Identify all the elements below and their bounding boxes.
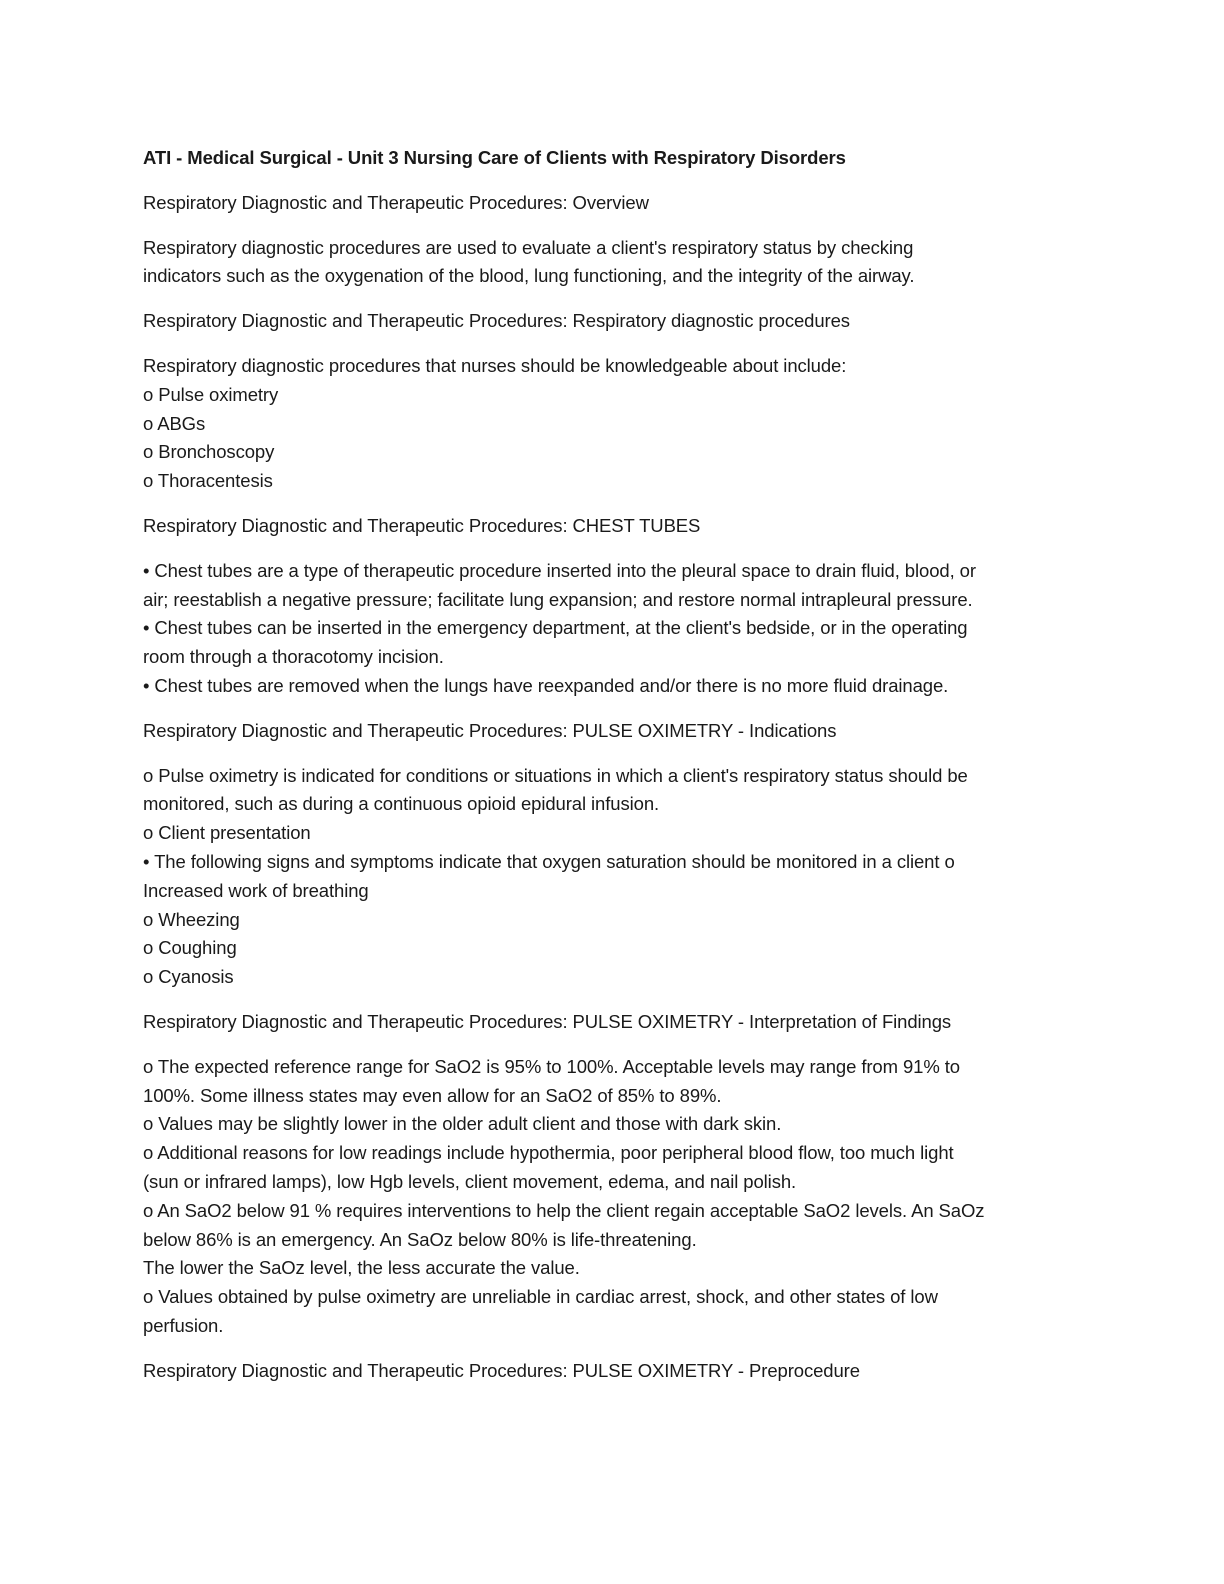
list-item: o Pulse oximetry <box>143 383 279 405</box>
text-line: • Chest tubes can be inserted in the emergency department, at the client's bedside, or in the operating <box>143 617 968 639</box>
text-line: room through a thoracotomy incision. <box>143 646 444 668</box>
text-line: The lower the SaOz level, the less accurate the value. <box>143 1257 580 1279</box>
section-heading-overview: Respiratory Diagnostic and Therapeutic Procedures: Overview <box>143 191 649 213</box>
document-body <box>143 144 1083 1401</box>
section-heading-pulse-oximetry-indications: Respiratory Diagnostic and Therapeutic Procedures: PULSE OXIMETRY - Indications <box>143 719 837 741</box>
text-line: o Client presentation <box>143 822 311 844</box>
text-line: o Pulse oximetry is indicated for conditions or situations in which a client's respiratory status should be <box>143 764 968 786</box>
text-line: 100%. Some illness states may even allow for an SaO2 of 85% to 89%. <box>143 1084 722 1106</box>
list-item: o Thoracentesis <box>143 470 273 492</box>
section-heading-pulse-oximetry-interpretation: Respiratory Diagnostic and Therapeutic Procedures: PULSE OXIMETRY - Interpretation of Findings <box>143 1010 952 1032</box>
text-line: Respiratory diagnostic procedures are used to evaluate a client's respiratory status by checking <box>143 236 914 258</box>
section-body-diagnostic-procedures <box>143 352 1083 496</box>
section-body-overview <box>143 234 1083 292</box>
section-body-chest-tubes <box>143 557 1083 701</box>
list-item: o Bronchoscopy <box>143 441 275 463</box>
text-line: o Additional reasons for low readings include hypothermia, poor peripheral blood flow, too much light <box>143 1142 954 1164</box>
text-line: monitored, such as during a continuous opioid epidural infusion. <box>143 793 660 815</box>
text-line: Respiratory diagnostic procedures that nurses should be knowledgeable about include: <box>143 354 847 376</box>
section-body-pulse-oximetry-interpretation <box>143 1053 1083 1341</box>
section-heading-chest-tubes: Respiratory Diagnostic and Therapeutic Procedures: CHEST TUBES <box>143 514 701 536</box>
text-line: • The following signs and symptoms indicate that oxygen saturation should be monitored in a client o <box>143 850 955 872</box>
section-heading-diagnostic-procedures: Respiratory Diagnostic and Therapeutic Procedures: Respiratory diagnostic procedures <box>143 310 850 332</box>
section-body-pulse-oximetry-indications <box>143 762 1083 992</box>
text-line: below 86% is an emergency. An SaOz below 80% is life-threatening. <box>143 1228 697 1250</box>
list-item: o Wheezing <box>143 908 240 930</box>
text-line: o Values may be slightly lower in the older adult client and those with dark skin. <box>143 1113 782 1135</box>
list-item: o Coughing <box>143 937 237 959</box>
text-line: indicators such as the oxygenation of the blood, lung functioning, and the integrity of the airway. <box>143 265 915 287</box>
list-item: o Cyanosis <box>143 966 234 988</box>
text-line: (sun or infrared lamps), low Hgb levels, client movement, edema, and nail polish. <box>143 1170 797 1192</box>
section-heading-pulse-oximetry-preprocedure: Respiratory Diagnostic and Therapeutic Procedures: PULSE OXIMETRY - Preprocedure <box>143 1359 860 1381</box>
text-line: Increased work of breathing <box>143 879 369 901</box>
text-line: • Chest tubes are a type of therapeutic procedure inserted into the pleural space to drain fluid, blood, or <box>143 559 976 581</box>
list-item: o ABGs <box>143 412 206 434</box>
text-line: air; reestablish a negative pressure; facilitate lung expansion; and restore normal intrapleural pressure. <box>143 588 973 610</box>
text-line: o The expected reference range for SaO2 is 95% to 100%. Acceptable levels may range from 91% to <box>143 1055 960 1077</box>
text-line: o Values obtained by pulse oximetry are unreliable in cardiac arrest, shock, and other states of low <box>143 1286 938 1308</box>
text-line: • Chest tubes are removed when the lungs have reexpanded and/or there is no more fluid drainage. <box>143 674 949 696</box>
document-title: ATI - Medical Surgical - Unit 3 Nursing Care of Clients with Respiratory Disorders <box>143 147 846 168</box>
text-line: o An SaO2 below 91 % requires interventions to help the client regain acceptable SaO2 levels. An SaOz <box>143 1199 985 1221</box>
text-line: perfusion. <box>143 1314 224 1336</box>
